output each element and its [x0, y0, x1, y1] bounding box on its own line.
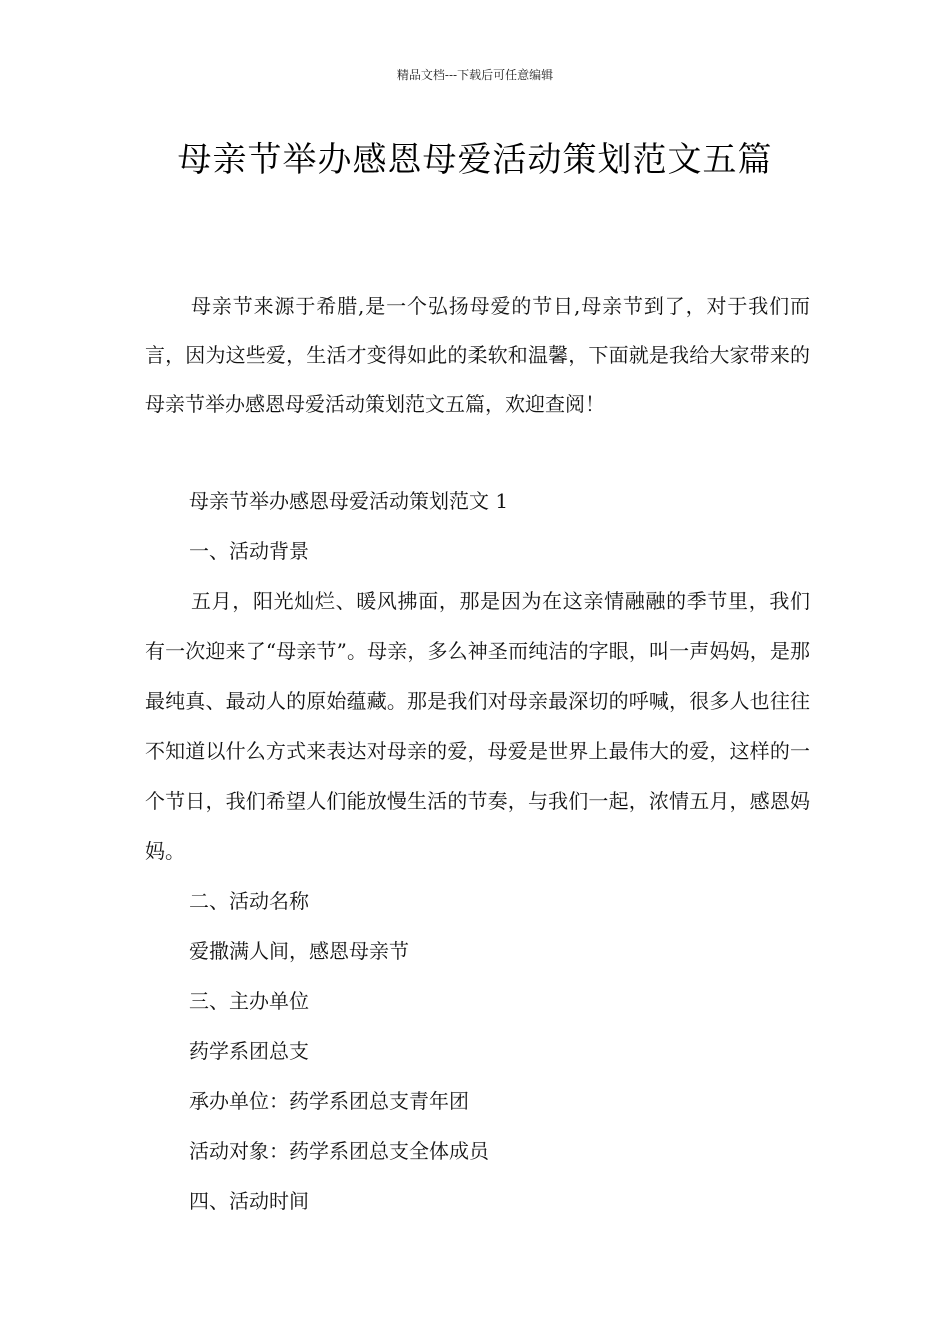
- heading-name: 二、活动名称: [189, 889, 309, 913]
- paragraph-organizer: 承办单位：药学系团总支青年团: [189, 1089, 469, 1113]
- paragraph-host: 药学系团总支: [189, 1039, 309, 1063]
- section-title: 母亲节举办感恩母爱活动策划范文 1: [189, 489, 509, 513]
- document-title: 母亲节举办感恩母爱活动策划范文五篇: [177, 140, 773, 180]
- paragraph-target: 活动对象：药学系团总支全体成员: [189, 1139, 489, 1163]
- document-body: [145, 476, 810, 1226]
- heading-background: 一、活动背景: [189, 539, 309, 563]
- paragraph-background: 五月，阳光灿烂、暖风拂面，那是因为在这亲情融融的季节里，我们有一次迎来了“母亲节”。母亲，多么神圣而纯洁的字眼，叫一声妈妈，是那最纯真、最动人的原始蕴藏。那是我们对母亲最深切的呼喊，很多人也往往不知道以什么方式来表达对母亲的爱，母爱是世界上最伟大的爱，这样的一个节日，我们希望人们能放慢生活的节奏，与我们一起，浓情五月，感恩妈妈。: [145, 589, 810, 863]
- page-header: 精品文档---下载后可任意编辑: [396, 68, 554, 82]
- paragraph-name: 爱撒满人间，感恩母亲节: [189, 939, 409, 963]
- heading-time: 四、活动时间: [189, 1189, 309, 1213]
- intro-paragraph: 母亲节来源于希腊,是一个弘扬母爱的节日,母亲节到了，对于我们而言，因为这些爱，生活才变得如此的柔软和温馨，下面就是我给大家带来的母亲节举办感恩母爱活动策划范文五篇，欢迎查阅！: [145, 294, 810, 416]
- heading-host: 三、主办单位: [189, 989, 309, 1013]
